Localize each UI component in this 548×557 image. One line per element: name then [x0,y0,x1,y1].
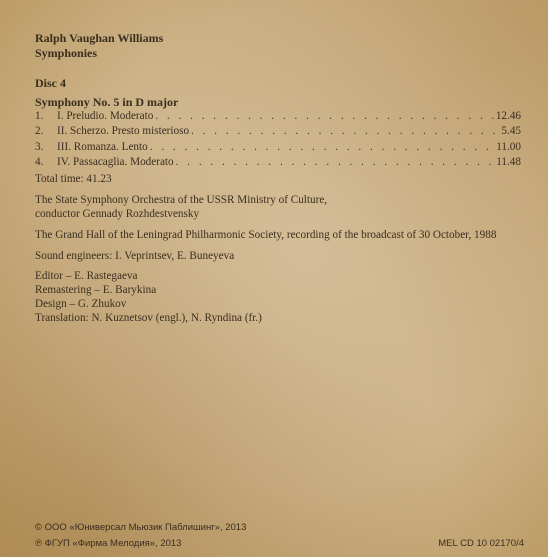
track-row [35,125,521,140]
dot-leader [176,156,495,168]
track-row [35,156,521,171]
dot-leader [191,125,499,137]
dot-leader [150,141,495,153]
credit-translation: Translation: N. Kuznetsov (engl.), N. Ryndina (fr.) [35,312,262,324]
track-duration: 5.45 [501,125,521,138]
dot-leader [155,110,494,122]
track-title: II. Scherzo. Presto misterioso [57,125,190,138]
orchestra-name: The State Symphony Orchestra of the USSR Ministry of Culture, [35,194,328,206]
track-title: IV. Passacaglia. Moderato [57,155,174,168]
catalog-number: MEL CD 10 02170/4 [438,538,524,549]
credit-editor: Editor – E. Rastegaeva [35,270,138,282]
credit-design: Design – G. Zhukov [35,298,127,310]
copyright-universal: © ООО «Юниверсал Мьюзик Паблишинг», 2013 [35,522,247,533]
work-title: Symphony No. 5 in D major [35,95,179,109]
copyright-melodiya: ℗ ФГУП «Фирма Мелодия», 2013 [35,538,182,549]
track-title: III. Romanza. Lento [57,140,148,153]
disc-label: Disc 4 [35,76,66,90]
credit-remastering: Remastering – E. Barykina [35,284,157,296]
track-title: I. Preludio. Moderato [57,110,154,122]
track-row [35,110,521,125]
conductor-name: conductor Gennady Rozhdestvensky [35,208,200,220]
track-duration: 12.46 [495,110,521,122]
composer-name: Ralph Vaughan Williams [35,31,164,45]
total-time: Total time: 41.23 [35,173,112,185]
track-list [35,110,521,171]
track-number: 1. [35,110,44,122]
track-number: 3. [35,140,44,153]
track-duration: 11.00 [496,140,521,153]
sound-engineers: Sound engineers: I. Veprintsev, E. Buneyeva [35,250,235,262]
track-number: 4. [35,155,44,168]
collection-title: Symphonies [35,46,98,60]
track-row [35,141,521,156]
track-duration: 11.48 [496,155,521,168]
recording-venue: The Grand Hall of the Leningrad Philharmonic Society, recording of the broadcast of 30 October, 1988 [35,229,497,241]
album-header [35,31,163,61]
track-number: 2. [35,125,44,138]
